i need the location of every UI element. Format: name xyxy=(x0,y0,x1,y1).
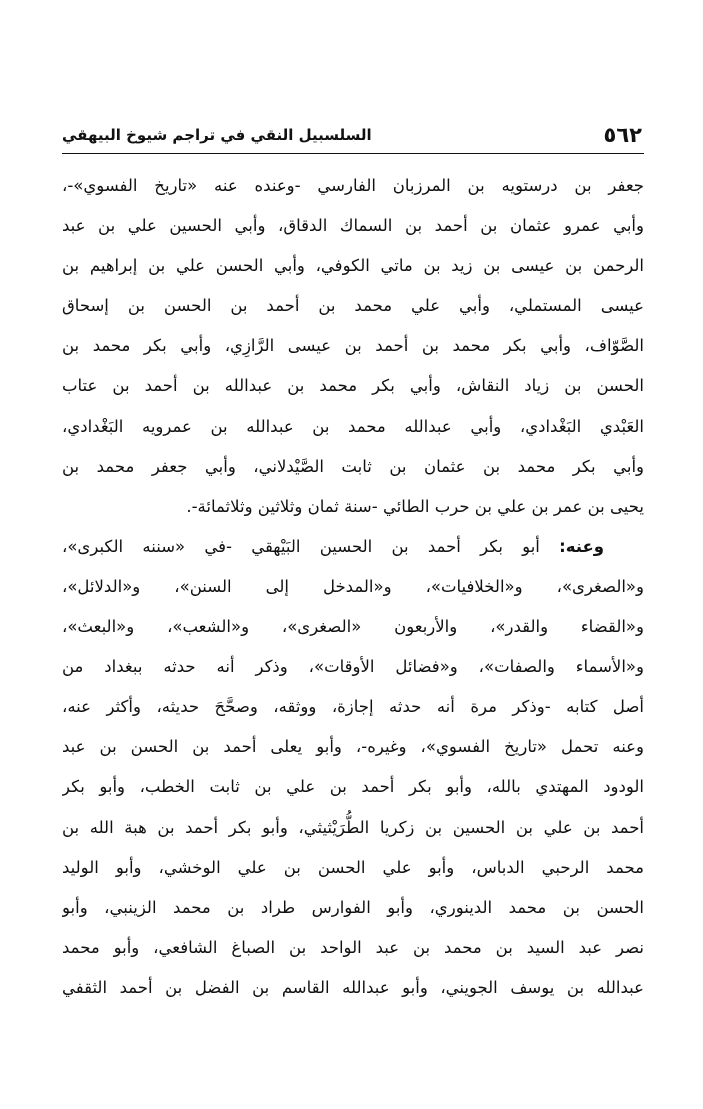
running-title: السلسبيل النقي في تراجم شيوخ البيهقي xyxy=(62,126,372,144)
paragraph-lead: وعنه: xyxy=(559,536,604,556)
text-line: الحسن بن زياد النقاش، وأبي بكر محمد بن عبدالله بن أحمد بن عتاب xyxy=(62,376,644,396)
text-line: الصَّوّاف، وأبي بكر محمد بن أحمد بن عيسى الرَّازِي، وأبي بكر محمد بن xyxy=(62,336,644,356)
text-line: أصل كتابه -وذكر مرة أنه حدثه إجازة، ووثقه، وصحَّحَ حديثه، وأكثر عنه، xyxy=(62,697,644,717)
text-line: جعفر بن درستويه بن المرزبان الفارسي -وعنده عنه «تاريخ الفسوي»-، xyxy=(62,176,644,195)
header-divider xyxy=(62,153,644,154)
text-line: عيسى المستملي، وأبي علي محمد بن أحمد بن الحسن بن إسحاق xyxy=(62,296,644,316)
text-line: الحسن بن محمد الدينوري، وأبو الفوارس طراد بن محمد الزينبي، وأبو xyxy=(62,897,644,917)
text-line: وعنه تحمل «تاريخ الفسوي»، وغيره-، وأبو يعلى أحمد بن الحسن بن عبد xyxy=(62,737,644,757)
text-line: نصر عبد السيد بن محمد بن عبد الواحد بن الصباغ الشافعي، وأبو محمد xyxy=(62,937,644,957)
body-text xyxy=(62,166,644,1008)
lead-line-rest: أبو بكر أحمد بن الحسين البَيْهقي -في «سننه الكبرى»، xyxy=(62,536,560,556)
paragraph-teachers xyxy=(62,166,644,527)
page-number: ٥٦٢ xyxy=(603,123,642,147)
text-line: العَبْدي البَغْدادي، وأبي عبدالله محمد بن عبدالله بن عمرويه البَغْدادي، xyxy=(62,416,644,436)
text-line: و«القضاء والقدر»، والأربعون «الصغرى»، و«الشعب»، و«البعث»، xyxy=(62,617,644,637)
text-line: وأبي بكر محمد بن عثمان بن ثابت الصَّيْدلاني، وأبي جعفر محمد بن xyxy=(62,456,644,476)
text-line: أحمد بن علي بن الحسين بن زكريا الطُّرَيْثيثي، وأبو بكر أحمد بن هبة الله بن xyxy=(62,817,644,837)
text-line: وأبي عمرو عثمان بن أحمد بن السماك الدقاق، وأبي الحسين علي بن عبد xyxy=(62,216,644,236)
text-line: و«الصغرى»، و«الخلافيات»، و«المدخل إلى السنن»، و«الدلائل»، xyxy=(62,576,644,596)
page-header xyxy=(62,112,644,152)
text-line-lead xyxy=(62,527,644,567)
text-line: و«الأسماء والصفات»، و«فضائل الأوقات»، وذكر أنه حدثه ببغداد من xyxy=(62,657,644,677)
text-line: محمد الرحبي الدباس، وأبو علي الحسن بن علي الوخشي، وأبو الوليد xyxy=(62,857,644,877)
text-line: الرحمن بن عيسى بن زيد بن ماتي الكوفي، وأبي الحسن علي بن إبراهيم بن xyxy=(62,256,644,276)
paragraph-students xyxy=(62,527,644,1008)
text-line: يحيى بن عمر بن علي بن حرب الطائي -سنة ثمان وثلاثين وثلاثمائة-. xyxy=(186,496,644,516)
text-line: الودود المهتدي بالله، وأبو بكر أحمد بن علي بن ثابت الخطب، وأبو بكر xyxy=(62,777,644,797)
text-line: عبدالله بن يوسف الجويني، وأبو عبدالله القاسم بن الفضل بن أحمد الثقفي xyxy=(62,977,644,997)
